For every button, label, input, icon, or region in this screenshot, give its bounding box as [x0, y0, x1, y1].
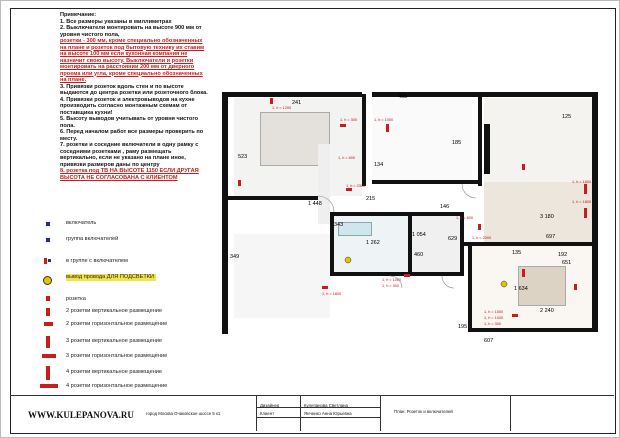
socket-3v-symbol: [46, 336, 50, 348]
socket-tag: 1, h = 1000: [374, 118, 394, 122]
socket-tag: 1, h = 2300: [472, 236, 492, 240]
designer-label: Дизайнер: [260, 403, 280, 408]
client-name: Янченко Анна Юрьевна: [304, 411, 352, 416]
dimension: 3 180: [540, 214, 554, 220]
dimension: 465: [398, 94, 408, 100]
legend-label: 4 розетки вертикальное размещение: [66, 369, 163, 375]
socket-3h-symbol: [42, 354, 56, 358]
socket-2v-symbol: [46, 308, 50, 316]
in-group-socket-symbol: [44, 258, 47, 264]
client-label: Клиент: [260, 411, 275, 416]
website-brand: WWW.KULEPANOVA.RU: [28, 410, 134, 420]
in-group-switch-symbol: [48, 259, 51, 262]
title-col-2: [300, 395, 301, 431]
socket-1-symbol: [46, 296, 50, 301]
light-outlet-symbol: [43, 276, 52, 285]
socket-tag: 1, h = 1000: [484, 316, 504, 320]
socket-tag: 1, h = 600: [338, 156, 355, 160]
dimension: 135: [512, 250, 522, 256]
socket-tag: 1, h = 1800: [572, 200, 592, 204]
legend-label: розетка: [66, 296, 86, 302]
legend-label: вывод провода ДЛЯ ПОДСВЕТКИ: [66, 274, 155, 280]
note-8: 8. розетка под ТВ НА ВЫСОТЕ 1150 ЕСЛИ ДРУГАЯ ВЫСОТА НЕ СОГЛАСОВАНА С КЛИЕНТОМ: [60, 168, 199, 181]
socket-tag: 1, h = 2300: [346, 184, 366, 188]
socket-tag: 1, h = 300: [484, 322, 501, 326]
socket-tag: 1, h = 300: [340, 118, 357, 122]
legend-label: включатель: [66, 220, 97, 226]
note-5: 5. Высоту выводов учитывать от уровня чистого пола.: [60, 116, 199, 129]
dimension: 1 262: [366, 240, 380, 246]
socket-2h-symbol: [44, 322, 53, 326]
dimension: 349: [230, 254, 240, 260]
dimension: 460: [414, 252, 424, 258]
dimension: 125: [562, 114, 572, 120]
title-col-4: [510, 395, 511, 431]
dimension: 134: [374, 162, 384, 168]
socket-tag: 1, h = 300: [382, 284, 399, 288]
legend-label: 2 розетки вертикальное размещение: [66, 308, 163, 314]
note-3: 3. Привязки розеток вдоль стен и по высоте выдаются до центра розетки или розеточного блока.: [60, 83, 208, 96]
dimension: 523: [238, 154, 248, 160]
note-7: 7. розетки и соседние включатели в одну рамку с соседними розетками , раму размещать вертикально, если не указано на плане иное, привязки размеров даны по центру: [60, 142, 199, 168]
dimension: 195: [458, 324, 468, 330]
dimension: 651: [562, 260, 572, 266]
note-4: 4. Привязки розеток и электровыводов на кухне производить согласно монтажным схемам от поставщика кухни!: [60, 96, 195, 116]
socket-tag: 1, h = 1200: [272, 106, 292, 110]
legend-label: 3 розетки горизонтальное размещение: [66, 353, 168, 359]
legend-label: 2 розетки горизонтальное размещение: [66, 321, 168, 327]
dimension: 343: [334, 222, 344, 228]
dimension: 215: [366, 196, 376, 202]
dimension: 1 448: [308, 201, 322, 207]
sheet-title: План: Розеток и включателей: [394, 409, 453, 414]
door-swings: [222, 84, 600, 362]
notes-block: [60, 12, 208, 181]
dimension: 1 054: [412, 232, 426, 238]
dimension: 192: [558, 252, 568, 258]
note-2-red: розетки - 300 мм, кроме специально обозначенных на плане и розеток под бытовую технику их ставим на высоте 100 мм если кухонная компания не назначит свою высоту. Выключатели и розетки монтировать на расстоянии 200 мм от дверного проема или угла, кроме специально обозначенных на плане.: [60, 38, 205, 83]
note-2: 2. Выключатели монтировать на высоте 900 мм от уровня чистого пола,: [60, 25, 202, 38]
socket-4v-symbol: [46, 366, 50, 380]
title-row-2: [256, 417, 380, 418]
socket-tag: 1, h = 1500: [484, 310, 504, 314]
title-col-1: [256, 395, 257, 431]
address: город Москва Очаковское шоссе 5 к1: [146, 411, 221, 416]
notes-heading: Примечание:: [60, 12, 97, 18]
designer-name: Кулепанова Светлана: [304, 403, 348, 408]
switch-symbol: [46, 222, 50, 226]
legend-label: 3 розетки вертикальное размещение: [66, 338, 163, 344]
legend-label: в группе с включателем: [66, 258, 128, 264]
socket-tag: 1, h = 1000: [382, 278, 402, 282]
socket-tag: 1, h = 1500: [572, 180, 592, 184]
dimension: 629: [448, 236, 458, 242]
dimension: 241: [292, 100, 302, 106]
floor-plan: [222, 84, 600, 362]
title-col-3: [380, 395, 381, 431]
dimension: 607: [484, 338, 494, 344]
dimension: 185: [452, 140, 462, 146]
socket-tag: 1, h = 1800: [322, 292, 342, 296]
legend-label: группа включателей: [66, 236, 119, 242]
switch-group-symbol: [46, 238, 50, 242]
dimension: 2 240: [540, 308, 554, 314]
dimension: 697: [546, 234, 556, 240]
note-1: 1. Все размеры указаны в миллиметрах: [60, 18, 172, 25]
dimension: 146: [440, 204, 450, 210]
dimension: 1 634: [514, 286, 528, 292]
socket-tag: 1, h = 600: [456, 216, 473, 220]
note-6: 6. Перед началом работ все размеры проверить по месту.: [60, 129, 204, 142]
socket-4h-symbol: [40, 384, 58, 388]
legend-label: 4 розетки горизонтальное размещение: [66, 383, 168, 389]
